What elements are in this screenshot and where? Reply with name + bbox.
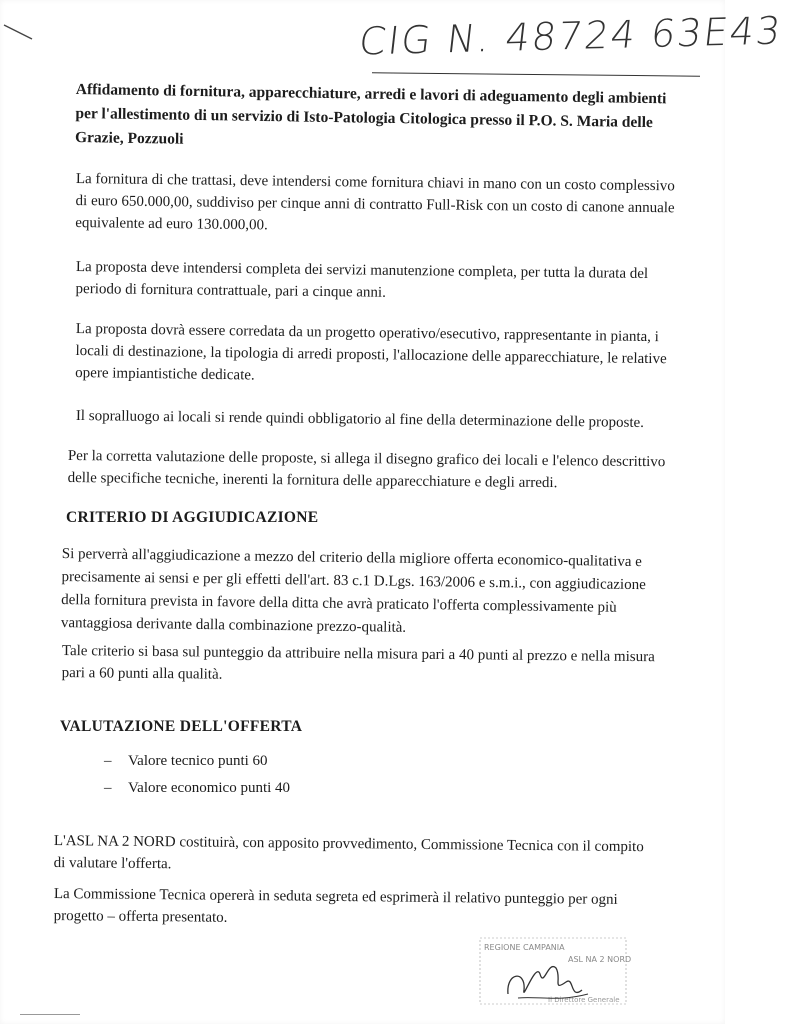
closing-commissione: L'ASL NA 2 NORD costituirà, con apposito provvedimento, Commissione Tecnica con il compito di valutare l'offerta. [53, 832, 644, 873]
scan-artifact-line [20, 1014, 80, 1015]
svg-text:Il Direttore Generale: Il Direttore Generale [548, 996, 620, 1004]
official-stamp-signature [478, 932, 632, 1012]
list-item: – Valore economico punti 40 [104, 775, 290, 802]
valutazione-list [104, 748, 290, 802]
criterio-punteggio: Tale criterio si basa sul punteggio da attribuire nella misura pari a 40 punti al prezzo e nella misura pari a 60 punti alla qualità. [61, 642, 655, 683]
handwritten-cig-code: CIG N. 48724 63E43 [356, 8, 785, 64]
paragraph-valutazione-proposte: Per la corretta valutazione delle proposte, si allega il disegno grafico dei locali e l'elenco descrittivo delle specifiche tecniche, inerenti la fornitura delle apparecchiature e degli arredi. [67, 447, 666, 492]
svg-text:ASL NA 2 NORD: ASL NA 2 NORD [568, 955, 632, 964]
document-heading: Affidamento di fornitura, apparecchiature, arredi e lavori di adeguamento degli ambienti per l'allestimento di un servizio di Isto-Patologia Citologica presso il P.O. S. Maria delle Grazie, Pozzuoli [74, 80, 667, 148]
paragraph-manutenzione: La proposta deve intendersi completa dei servizi manutenzione completa, per tutta la durata del periodo di fornitura contrattuale, pari a cinque anni. [75, 258, 649, 301]
paragraph-sopralluogo: Il sopralluogo ai locali si rende quindi obbligatorio al fine della determinazione delle proposte. [75, 407, 645, 431]
closing-seduta: La Commissione Tecnica opererà in seduta segreta ed esprimerà il relativo punteggio per ogni progetto – offerta presentato. [53, 885, 618, 926]
paragraph-progetto: La proposta dovrà essere corredata da un progetto operativo/esecutivo, rappresentante in pianta, i locali di destinazione, la tipologia di arredi proposti, l'allocazione delle apparecchiature, le relative opere impiantistiche dedicate. [75, 320, 667, 384]
criterio-paragraph: Si perverrà all'aggiudicazione a mezzo del criterio della migliore offerta economico-qualitativa e precisamente ai sensi e per gli effetti dell'art. 83 c.1 D.Lgs. 163/2006 e s.m.i., con aggiudicazione della fornitura prevista in favore della ditta che avrà praticato l'offerta complessivamente più vantaggiosa derivante dalla combinazione prezzo-qualità. [60, 545, 646, 636]
valore-economico: Valore economico punti 40 [128, 780, 291, 796]
criterio-title: CRITERIO DI AGGIUDICAZIONE [66, 509, 319, 526]
list-item: – Valore tecnico punti 60 [104, 748, 290, 775]
valore-tecnico: Valore tecnico punti 60 [128, 753, 268, 769]
corner-pen-mark [2, 22, 36, 42]
svg-text:REGIONE CAMPANIA: REGIONE CAMPANIA [484, 943, 565, 952]
valutazione-title: VALUTAZIONE DELL'OFFERTA [60, 718, 303, 735]
paragraph-fornitura: La fornitura di che trattasi, deve intendersi come fornitura chiavi in mano con un costo complessivo di euro 650.000,00, suddiviso per cinque anni di contratto Full-Risk con un costo di canone annuale equivalente ad euro 130.000,00. [75, 170, 675, 234]
